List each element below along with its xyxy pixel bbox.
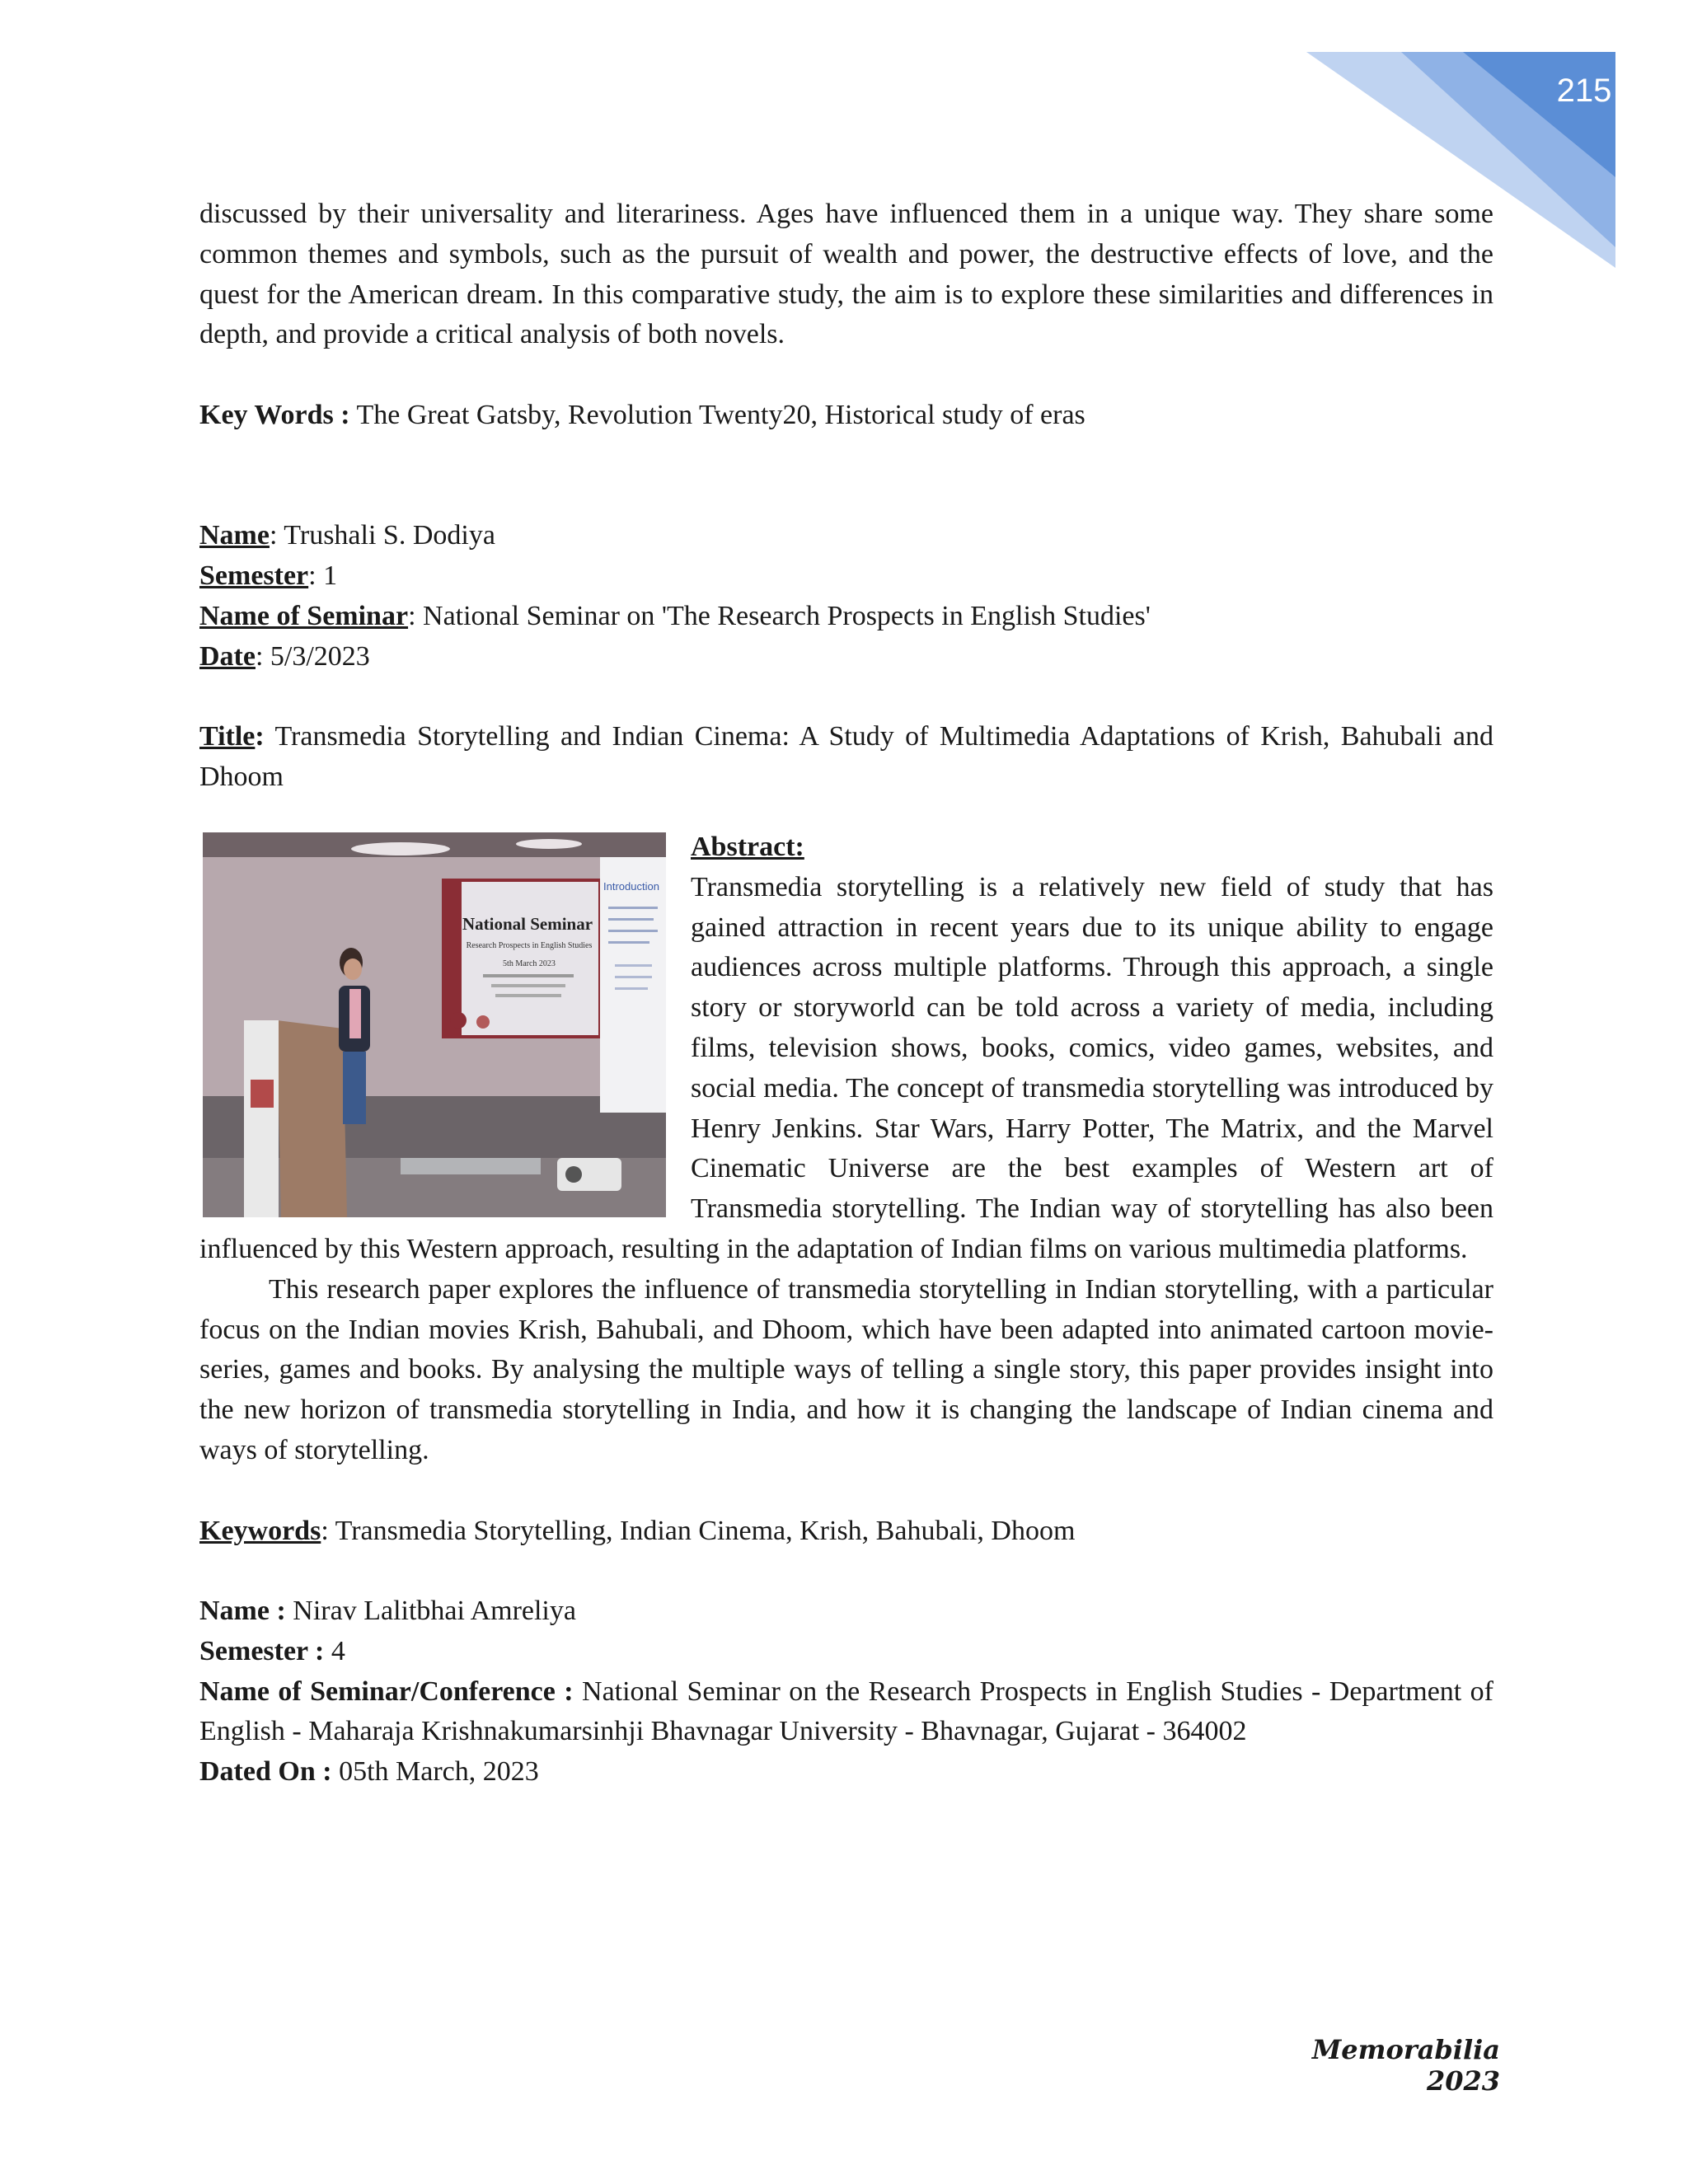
entry1-title-value: Transmedia Storytelling and Indian Cinema: A Study of Multimedia Adaptations of Krish, Bahubali and Dhoom <box>199 721 1493 793</box>
page-content <box>199 194 1493 1793</box>
entry1-name <box>199 516 1493 556</box>
entry2-date <box>199 1752 1493 1793</box>
entry2-name-value: Nirav Lalitbhai Amreliya <box>285 1596 576 1627</box>
entry1-keywords-label: Keywords <box>199 1515 321 1546</box>
entry1-seminar-value: : National Seminar on 'The Research Prospects in English Studies' <box>408 600 1151 631</box>
entry1-title-colon: : <box>255 721 265 752</box>
seminar-photo <box>203 832 666 1217</box>
intro-keywords-label: Key Words : <box>199 399 350 430</box>
banner-date: 5th March 2023 <box>503 958 556 968</box>
abstract-label-text: Abstract: <box>691 831 804 862</box>
entry1-semester-label: Semester <box>199 560 309 592</box>
page-number: 215 <box>1556 73 1612 109</box>
entry1-semester <box>199 556 1493 597</box>
entry1-keywords <box>199 1511 1493 1552</box>
entry2-semester-label: Semester : <box>199 1635 325 1666</box>
entry1-date <box>199 637 1493 677</box>
entry1-seminar <box>199 597 1493 637</box>
banner-title: National Seminar <box>462 913 593 934</box>
screen-heading: Introduction <box>603 879 659 893</box>
footer-watermark: Memorabilia 2023 <box>1311 2034 1500 2097</box>
entry1-semester-value: : 1 <box>308 560 338 592</box>
entry2-date-value: 05th March, 2023 <box>331 1756 539 1788</box>
entry1-date-label: Date <box>199 640 256 672</box>
intro-keywords-value: The Great Gatsby, Revolution Twenty20, Historical study of eras <box>349 399 1085 430</box>
entry1-name-label: Name <box>199 520 270 551</box>
entry2-seminar-value: National Seminar on the Research Prospects in English Studies - Department of English - Maharaja Krishnakumarsinhji Bhavnagar University - Bhavnagar, Gujarat - 364002 <box>199 1675 1493 1747</box>
entry1-title <box>199 717 1493 798</box>
entry1-keywords-value: : Transmedia Storytelling, Indian Cinema, Krish, Bahubali, Dhoom <box>321 1515 1076 1546</box>
entry2-seminar <box>199 1672 1493 1753</box>
abstract-paragraph-1: Transmedia storytelling is a relatively new field of study that has gained attraction in recent years due to its unique ability to engage audiences across multiple platforms. Through this approach, a single story or storyworld can be told across a variety of media, including films, television shows, books, comics, video games, websites, and social media. The concept of transmedia storytelling was introduced by Henry Jenkins. Star Wars, Harry Potter, The Matrix, and the Marvel Cinematic Universe are the best examples of Western art of Transmedia storytelling. The Indian way of storytelling has also been influenced by this Western approach, resulting in the adaptation of Indian films on various multimedia platforms. <box>199 871 1493 1264</box>
entry2-name-label: Name : <box>199 1596 286 1627</box>
entry2-date-label: Dated On : <box>199 1756 332 1788</box>
entry1-title-label: Title <box>199 721 256 752</box>
intro-keywords <box>199 396 1493 436</box>
intro-paragraph: discussed by their universality and literariness. Ages have influenced them in a unique way. They share some common themes and symbols, such as the pursuit of wealth and power, the destructive effects of love, and the quest for the American dream. In this comparative study, the aim is to explore these similarities and differences in depth, and provide a critical analysis of both novels. <box>199 199 1493 350</box>
entry2-semester-value: 4 <box>324 1635 345 1666</box>
entry1-name-value: : Trushali S. Dodiya <box>269 520 495 551</box>
entry2-seminar-label: Name of Seminar/Conference : <box>199 1675 574 1707</box>
entry1-seminar-label: Name of Seminar <box>199 600 409 631</box>
abstract-paragraph-2: This research paper explores the influence of transmedia storytelling in Indian storytelling, with a particular focus on the Indian movies Krish, Bahubali, and Dhoom, which have been adapted into animated cartoon movie-series, games and books. By analysing the multiple ways of telling a single story, this paper provides insight into the new horizon of transmedia storytelling in India, and how it is changing the landscape of Indian cinema and ways of storytelling. <box>199 1273 1493 1465</box>
entry2-semester <box>199 1632 1493 1672</box>
entry1-date-value: : 5/3/2023 <box>255 640 370 672</box>
entry2-name <box>199 1591 1493 1632</box>
banner-subtitle: Research Prospects in English Studies <box>466 940 593 950</box>
